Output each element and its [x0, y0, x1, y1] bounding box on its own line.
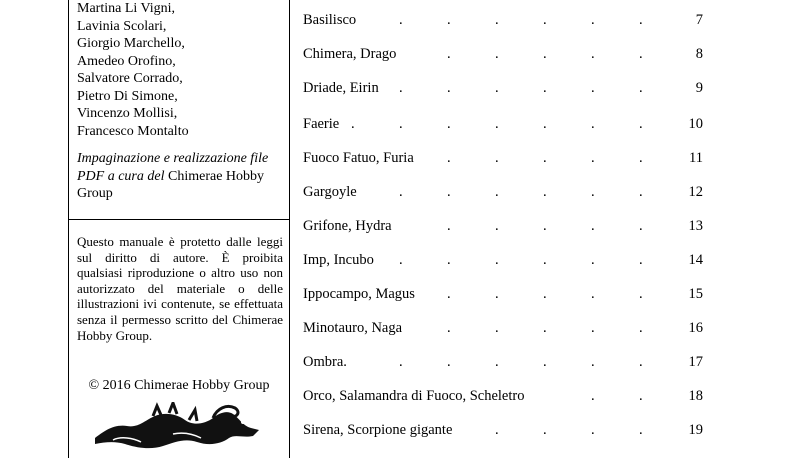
- toc-entry-title: Gargoyle: [303, 184, 361, 201]
- layout-credit-note: [77, 150, 287, 203]
- toc-entry: [303, 422, 703, 442]
- toc-entry-page: 8: [695, 46, 703, 62]
- toc-entry-page: 13: [688, 218, 703, 234]
- toc-entry-page: 9: [695, 80, 703, 96]
- left-panel: [68, 0, 290, 458]
- dot-leader: . . . . . . .: [351, 116, 643, 132]
- toc-entry: [303, 184, 703, 204]
- toc-entry-page: 12: [688, 184, 703, 200]
- toc-entry-page: 7: [695, 12, 703, 28]
- layout-credit-group: Chimerae Hobby Group: [77, 168, 265, 201]
- layout-credit-italic: Impaginazione e realizzazione file PDF a cura del: [77, 151, 269, 184]
- toc-entry-title: Imp, Incubo: [303, 252, 378, 269]
- toc-entry: [303, 286, 703, 306]
- dot-leader: . .: [591, 388, 643, 404]
- toc-entry-title: Minotauro, Naga: [303, 320, 406, 337]
- rights-notice: Questo manuale è protetto dalle leggi sul diritto di autore. È proibita qualsiasi riproduzione o altro uso non autorizzato del materiale o delle illustrazioni ivi contenute, se effettuata senza il permesso scritto del Chimerae Hobby Group.: [77, 234, 283, 343]
- toc-entry-title: Grifone, Hydra: [303, 218, 396, 235]
- copyright-line: © 2016 Chimerae Hobby Group: [88, 378, 270, 393]
- dot-leader: . . . . .: [447, 320, 643, 336]
- credit-name: Francesco Montalto: [77, 123, 189, 139]
- dot-leader: . . . . . .: [399, 252, 643, 268]
- toc-entry: [303, 12, 703, 32]
- credit-name: Amedeo Orofino,: [77, 53, 176, 69]
- toc-entry-page: 16: [688, 320, 703, 336]
- toc-entry-page: 19: [688, 422, 703, 438]
- credit-name: Martina Li Vigni,: [77, 1, 176, 16]
- toc-entry: [303, 46, 703, 66]
- dot-leader: . . . . . .: [399, 354, 643, 370]
- credits-names: [77, 0, 189, 140]
- toc-entry: [303, 80, 703, 100]
- toc-entry: [303, 354, 703, 374]
- credit-name: Pietro Di Simone,: [77, 88, 178, 104]
- toc-entry: [303, 252, 703, 272]
- toc-entry: [303, 218, 703, 238]
- credit-name: Giorgio Marchello,: [77, 36, 185, 51]
- toc-entry: [303, 320, 703, 340]
- toc-entry-page: 18: [688, 388, 703, 404]
- dot-leader: . . . . . .: [399, 184, 643, 200]
- toc-entry-page: 11: [689, 150, 703, 166]
- toc-entry: [303, 388, 703, 408]
- table-of-contents: [303, 0, 703, 450]
- toc-entry-title: Chimera, Drago: [303, 46, 400, 63]
- toc-entry-title: Faerie: [303, 116, 343, 133]
- credits-box: [69, 0, 289, 220]
- toc-entry-title: Ombra.: [303, 354, 351, 371]
- dot-leader: . . . . .: [447, 46, 643, 62]
- toc-entry-title: Sirena, Scorpione gigante: [303, 422, 456, 439]
- credit-name: Salvatore Corrado,: [77, 71, 183, 86]
- toc-entry-page: 15: [688, 286, 703, 302]
- dot-leader: . . . . . .: [399, 12, 643, 28]
- toc-entry-title: Driade, Eirin: [303, 80, 383, 97]
- dot-leader: . . . . .: [447, 286, 643, 302]
- toc-entry-title: Orco, Salamandra di Fuoco, Scheletro: [303, 388, 528, 405]
- toc-entry-page: 10: [688, 116, 703, 132]
- dot-leader: . . . . . .: [399, 80, 643, 96]
- toc-entry-title: Basilisco: [303, 12, 360, 29]
- dot-leader: . . . . .: [447, 218, 643, 234]
- toc-entry-title: Ippocampo, Magus: [303, 286, 419, 303]
- toc-entry: [303, 150, 703, 170]
- dot-leader: . . . .: [495, 422, 643, 438]
- toc-entry: [303, 116, 703, 136]
- dragon-illustration: [93, 402, 263, 452]
- credit-name: Lavinia Scolari,: [77, 18, 167, 34]
- toc-entry-title: Fuoco Fatuo, Furia: [303, 150, 418, 167]
- toc-entry-page: 14: [688, 252, 703, 268]
- credit-name: Vincenzo Mollisi,: [77, 106, 178, 121]
- toc-entry-page: 17: [688, 354, 703, 370]
- dot-leader: . . . . .: [447, 150, 643, 166]
